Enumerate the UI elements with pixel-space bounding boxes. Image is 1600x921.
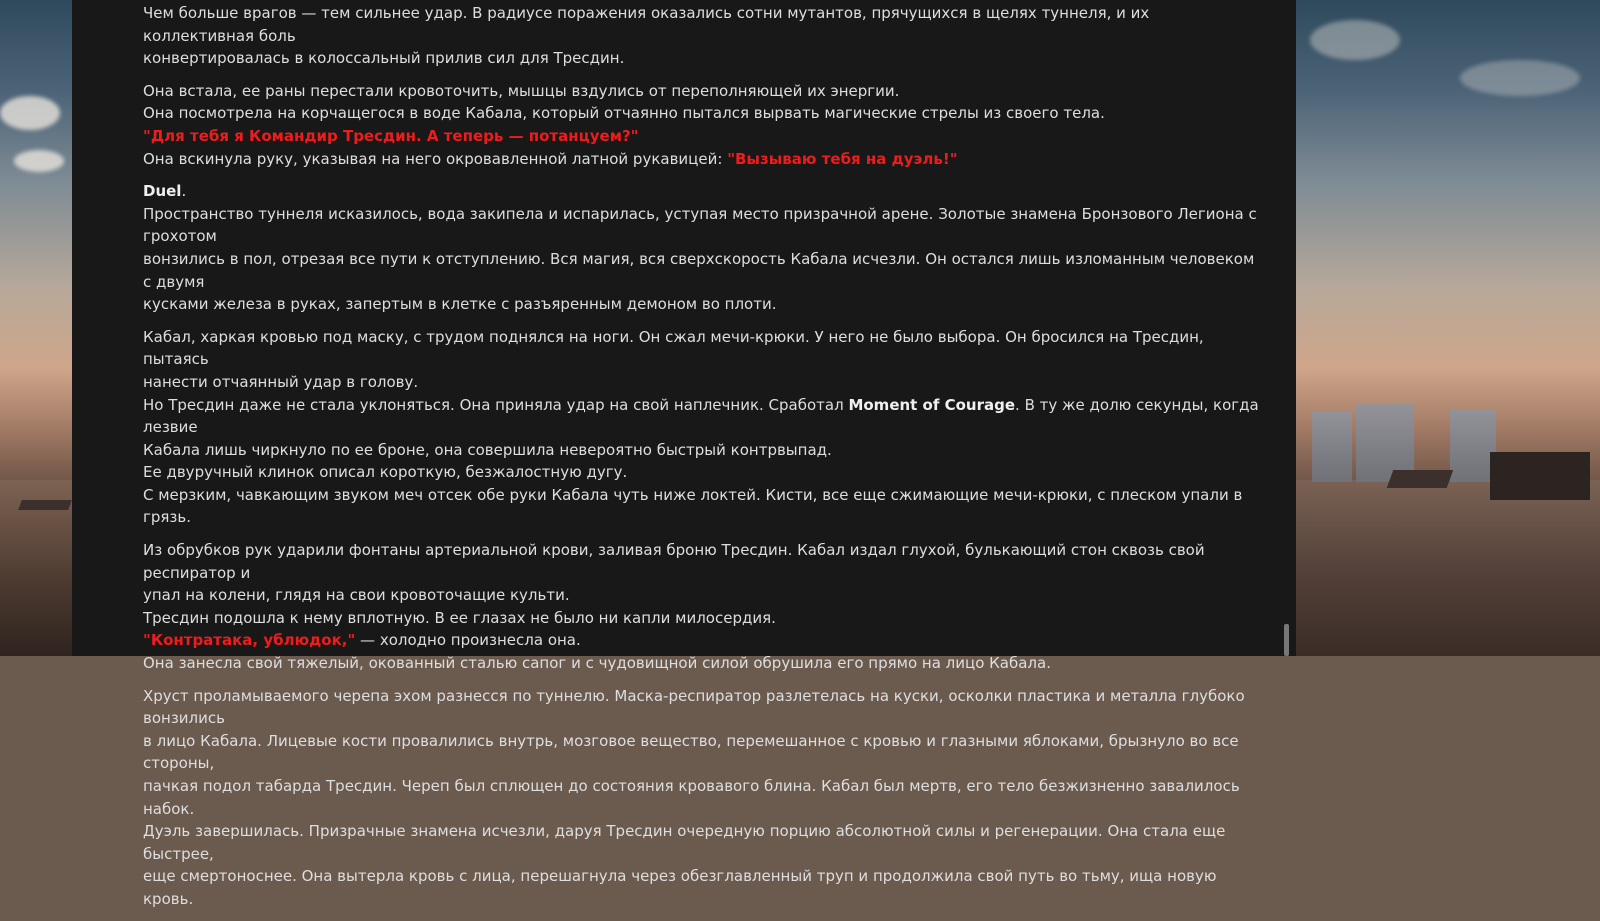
text-line: конвертировалась в колоссальный прилив сил для Тресдин. — [143, 49, 625, 68]
text-line: Кабала лишь чиркнуло по ее броне, она совершила невероятно быстрый контрвыпад. — [143, 440, 832, 459]
story-content — [143, 0, 1263, 921]
text-line: Кабал, харкая кровью под маску, с трудом поднялся на ноги. Он сжал мечи-крюки. У него не было выбора. Он бросился на Тресдин, пытаясь — [143, 327, 1204, 369]
background-debris — [1387, 470, 1454, 488]
paragraph — [143, 180, 1263, 316]
text-line: Хруст проламываемого черепа эхом разнесся по туннелю. Маска-респиратор разлетелась на куски, осколки пластика и металла глубоко вонзились — [143, 686, 1245, 728]
paragraph — [143, 2, 1263, 70]
text-line: вонзились в пол, отрезая все пути к отступлению. Вся магия, вся сверхскорость Кабала исчезли. Он остался лишь изломанным человеком с двумя — [143, 249, 1255, 291]
paragraph — [143, 685, 1263, 911]
text-line: в лицо Кабала. Лицевые кости провалились внутрь, мозговое вещество, перемешанное с кровью и глазными яблоками, брызнуло во все стороны, — [143, 731, 1239, 773]
text-line: кусками железа в руках, запертым в клетке с разъяренным демоном во плоти. — [143, 295, 777, 314]
text-line: Тресдин подошла к нему вплотную. В ее глазах не было ни капли милосердия. — [143, 608, 776, 627]
text-line: Она вскинула руку, указывая на него окровавленной латной рукавицей: — [143, 149, 728, 168]
text-line: . В ту же долю секунды, когда лезвие — [143, 395, 1259, 437]
background-cloud — [0, 96, 60, 130]
dialogue-quote: "Контратака, ублюдок," — [143, 631, 356, 650]
dialogue-quote: "Вызываю тебя на дуэль!" — [727, 149, 958, 168]
paragraph — [143, 326, 1263, 529]
text-line: Чем больше врагов — тем сильнее удар. В радиусе поражения оказались сотни мутантов, прячущихся в щелях туннеля, и их коллективная боль — [143, 4, 1150, 45]
skill-name: Moment of Courage — [848, 395, 1016, 414]
text-line: Она занесла свой тяжелый, окованный сталью сапог и с чудовищной силой обрушила его прямо на лицо Кабала. — [143, 654, 1051, 673]
text-line: еще смертоноснее. Она вытерла кровь с лица, перешагнула через обезглавленный труп и продолжила свой путь во тьму, ища новую кровь. — [143, 867, 1217, 908]
text-line: пачкая подол табарда Тресдин. Череп был сплющен до состояния кровавого блина. Кабал был мертв, его тело безжизненно завалилось набок. — [143, 777, 1240, 818]
text-line: — холодно произнесла она. — [355, 631, 581, 650]
paragraph — [143, 80, 1263, 170]
text-line: Ее двуручный клинок описал короткую, безжалостную дугу. — [143, 463, 628, 482]
scrollbar-thumb[interactable] — [1284, 624, 1289, 656]
background-cloud — [1310, 20, 1400, 60]
background-ruin — [1312, 412, 1352, 482]
background-cloud — [14, 150, 64, 172]
text-line: С мерзким, чавкающим звуком меч отсек обе руки Кабала чуть ниже локтей. Кисти, все еще сжимающие мечи-крюки, с плеском упали в грязь. — [143, 485, 1243, 527]
text-line: Из обрубков рук ударили фонтаны артериальной крови, заливая броню Тресдин. Кабал издал глухой, булькающий стон сквозь свой респиратор и — [143, 541, 1205, 582]
text-line: нанести отчаянный удар в голову. — [143, 372, 419, 391]
skill-name: Duel — [143, 182, 182, 201]
text-line: Она встала, ее раны перестали кровоточить, мышцы вздулись от переполняющей их энергии. — [143, 81, 900, 100]
background-ground-right — [1296, 480, 1600, 656]
paragraph — [143, 539, 1263, 675]
dialogue-quote: "Для тебя я Командир Тресдин. А теперь — потанцуем?" — [143, 126, 639, 145]
text-line: Дуэль завершилась. Призрачные знамена исчезли, даруя Тресдин очередную порцию абсолютной силы и регенерации. Она стала еще быстрее, — [143, 822, 1226, 863]
text-line: Пространство туннеля исказилось, вода закипела и испарилась, уступая место призрачной арене. Золотые знамена Бронзового Легиона с грохотом — [143, 204, 1257, 246]
text-line: Но Тресдин даже не стала уклоняться. Она приняла удар на свой наплечник. Сработал — [143, 395, 849, 414]
text-line: Она посмотрела на корчащегося в воде Кабала, который отчаянно пытался вырвать магические стрелы из своего тела. — [143, 104, 1105, 123]
text-line: . — [181, 182, 187, 201]
background-cloud — [1460, 60, 1580, 96]
text-line: упал на колени, глядя на свои кровоточащие культи. — [143, 586, 570, 605]
background-shack — [1490, 452, 1590, 500]
background-debris — [18, 500, 72, 510]
